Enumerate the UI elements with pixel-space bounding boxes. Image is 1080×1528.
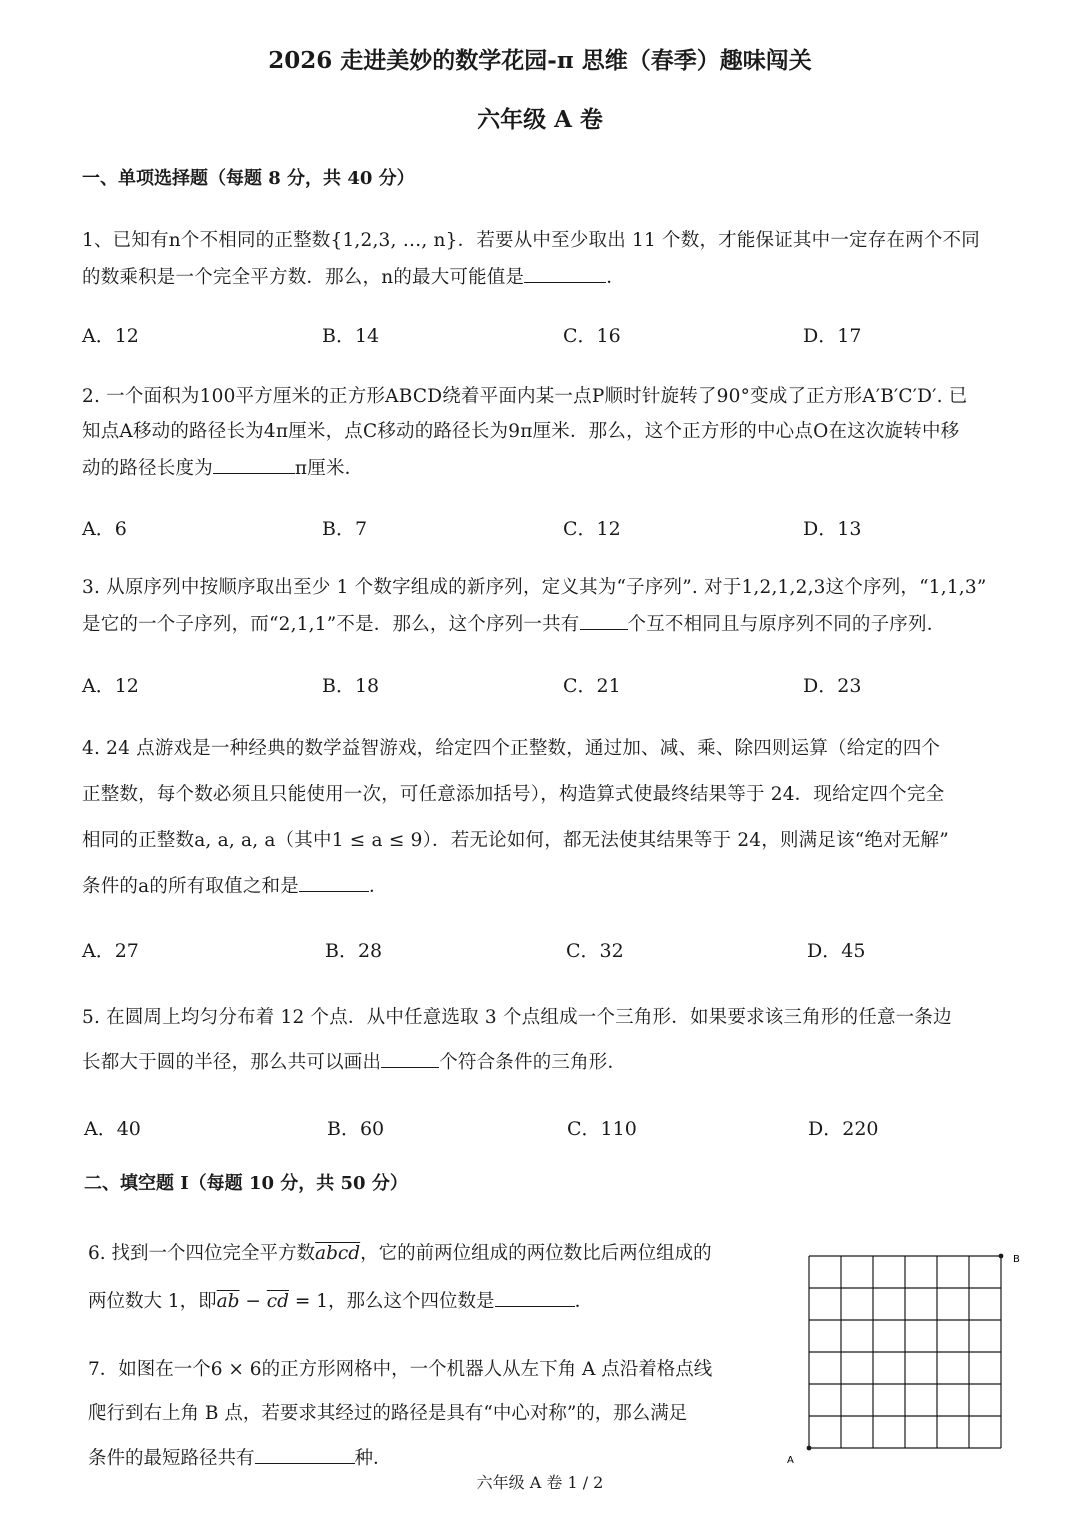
- q4-line4-text: 条件的a的所有取值之和是: [82, 876, 299, 897]
- q2-line2: 知点A移动的路径长为4π厘米，点C移动的路径长为9π厘米．那么，这个正方形的中心点O在这次旋转中移: [82, 421, 960, 442]
- q6-line2: [88, 1286, 593, 1313]
- q2-choice-b[interactable]: B．7: [322, 518, 368, 540]
- q4-line2: 正整数，每个数必须且只能使用一次，可任意添加括号），构造算式使最终结果等于 24．现给定四个完全: [82, 784, 945, 805]
- q3-answer-blank[interactable]: [580, 609, 628, 630]
- q6-line1-text: 6. 找到一个四位完全平方数: [88, 1243, 316, 1264]
- q1-line2: [82, 262, 625, 289]
- q5-choice-c[interactable]: C．110: [567, 1118, 637, 1140]
- q6-line1-rest: ，它的前两位组成的两位数比后两位组成的: [360, 1243, 712, 1264]
- q1-answer-blank[interactable]: [524, 262, 606, 283]
- point-b-dot: [999, 1254, 1004, 1259]
- q6-overline-cd: $\overline{cd}$: [266, 1291, 290, 1312]
- q1-choice-c[interactable]: C．16: [563, 325, 621, 347]
- q5-line1: 5. 在圆周上均匀分布着 12 个点．从中任意选取 3 个点组成一个三角形．如果要求该三角形的任意一条边: [82, 1007, 952, 1028]
- q1-line1: 1、已知有n个不相同的正整数{1,2,3, …, n}．若要从中至少取出 11 个数，才能保证其中一定存在两个不同: [82, 230, 980, 251]
- grid-lines: [809, 1256, 1001, 1448]
- q6-overline-abcd: abcd: [315, 1243, 361, 1264]
- grid-figure: [785, 1250, 1035, 1470]
- q2-line3: [82, 453, 363, 480]
- q1-line2-end: ．: [606, 267, 625, 288]
- q4-choice-d[interactable]: D．45: [807, 940, 866, 962]
- q5-choice-d[interactable]: D．220: [808, 1118, 879, 1140]
- q5-choice-a[interactable]: A．40: [84, 1118, 141, 1140]
- point-a-label: A: [787, 1455, 794, 1466]
- q4-choice-a[interactable]: A．27: [82, 940, 139, 962]
- q1-choice-a[interactable]: A．12: [82, 325, 139, 347]
- section-heading-fill: 二、填空题 I（每题 10 分，共 50 分）: [84, 1173, 408, 1194]
- q3-choice-c[interactable]: C．21: [563, 675, 621, 697]
- q5-choice-b[interactable]: B．60: [327, 1118, 385, 1140]
- point-a-dot: [807, 1446, 812, 1451]
- q6-line2-text: 两位数大 1，即: [88, 1291, 217, 1312]
- q7-line3-text: 条件的最短路径共有: [88, 1448, 255, 1469]
- q6-overline-ab: $\overline{ab}$: [216, 1291, 240, 1312]
- q4-line1: 4. 24 点游戏是一种经典的数学益智游戏，给定四个正整数，通过加、减、乘、除四则运算（给定的四个: [82, 738, 941, 759]
- q6-answer-blank[interactable]: [495, 1286, 575, 1307]
- q3-line2-text: 是它的一个子序列，而“2,1,1”不是．那么，这个序列一共有: [82, 614, 580, 635]
- q4-line3: 相同的正整数a, a, a, a（其中1 ≤ a ≤ 9）．若无论如何，都无法使其结果等于 24，则满足该“绝对无解”: [82, 830, 949, 851]
- q1-line2-text: 的数乘积是一个完全平方数．那么，n的最大可能值是: [82, 267, 525, 288]
- q5-line2-end: 个符合条件的三角形．: [439, 1052, 627, 1073]
- q7-line3-end: 种．: [354, 1448, 392, 1469]
- q3-choice-a[interactable]: A．12: [82, 675, 139, 697]
- q3-line2-end: 个互不相同且与原序列不同的子序列．: [627, 614, 946, 635]
- q4-choice-b[interactable]: B．28: [325, 940, 383, 962]
- q7-line3: [88, 1443, 392, 1470]
- q3-line1: 3. 从原序列中按顺序取出至少 1 个数字组成的新序列，定义其为“子序列”. 对于1,2,1,2,3这个序列，“1,1,3”: [82, 577, 987, 598]
- q7-answer-blank[interactable]: [255, 1443, 355, 1464]
- q5-line2: [82, 1047, 626, 1074]
- q6-minus: −: [239, 1291, 267, 1312]
- q3-choice-b[interactable]: B．18: [322, 675, 380, 697]
- q5-line2-text: 长都大于圆的半径，那么共可以画出: [82, 1052, 382, 1073]
- q4-line4: [82, 871, 388, 898]
- q2-line3-text: 动的路径长度为: [82, 458, 213, 479]
- q6-line1: [88, 1239, 712, 1265]
- q4-answer-blank[interactable]: [299, 871, 369, 892]
- section-heading-choice: 一、单项选择题（每题 8 分，共 40 分）: [82, 168, 415, 189]
- q6-line2-end: ．: [574, 1291, 594, 1312]
- page-title: 2026 走进美妙的数学花园-π 思维（春季）趣味闯关: [268, 47, 812, 74]
- page-footer: 六年级 A 卷 1 / 2: [476, 1473, 604, 1492]
- q2-line1: 2. 一个面积为100平方厘米的正方形ABCD绕着平面内某一点P顺时针旋转了90°变成了正方形A′B′C′D′. 已: [82, 386, 968, 407]
- q1-choice-d[interactable]: D．17: [803, 325, 862, 347]
- q2-answer-blank[interactable]: [213, 453, 295, 474]
- q1-choice-b[interactable]: B．14: [322, 325, 380, 347]
- q4-choice-c[interactable]: C．32: [566, 940, 624, 962]
- point-b-label: B: [1013, 1254, 1020, 1265]
- q4-line4-end: ．: [368, 876, 388, 897]
- q2-choice-d[interactable]: D．13: [803, 518, 862, 540]
- q3-choice-d[interactable]: D．23: [803, 675, 862, 697]
- q2-choice-c[interactable]: C．12: [563, 518, 621, 540]
- q6-line2-rest: = 1，那么这个四位数是: [289, 1291, 495, 1312]
- q7-line2: 爬行到右上角 B 点，若要求其经过的路径是具有“中心对称”的，那么满足: [88, 1403, 688, 1424]
- q5-answer-blank[interactable]: [381, 1047, 439, 1068]
- page-subtitle: 六年级 A 卷: [477, 106, 603, 133]
- q2-line3-end: π厘米．: [294, 458, 364, 479]
- q2-choice-a[interactable]: A．6: [82, 518, 127, 540]
- q3-line2: [82, 609, 945, 636]
- q7-line1: 7．如图在一个6 × 6的正方形网格中，一个机器人从左下角 A 点沿着格点线: [88, 1359, 713, 1380]
